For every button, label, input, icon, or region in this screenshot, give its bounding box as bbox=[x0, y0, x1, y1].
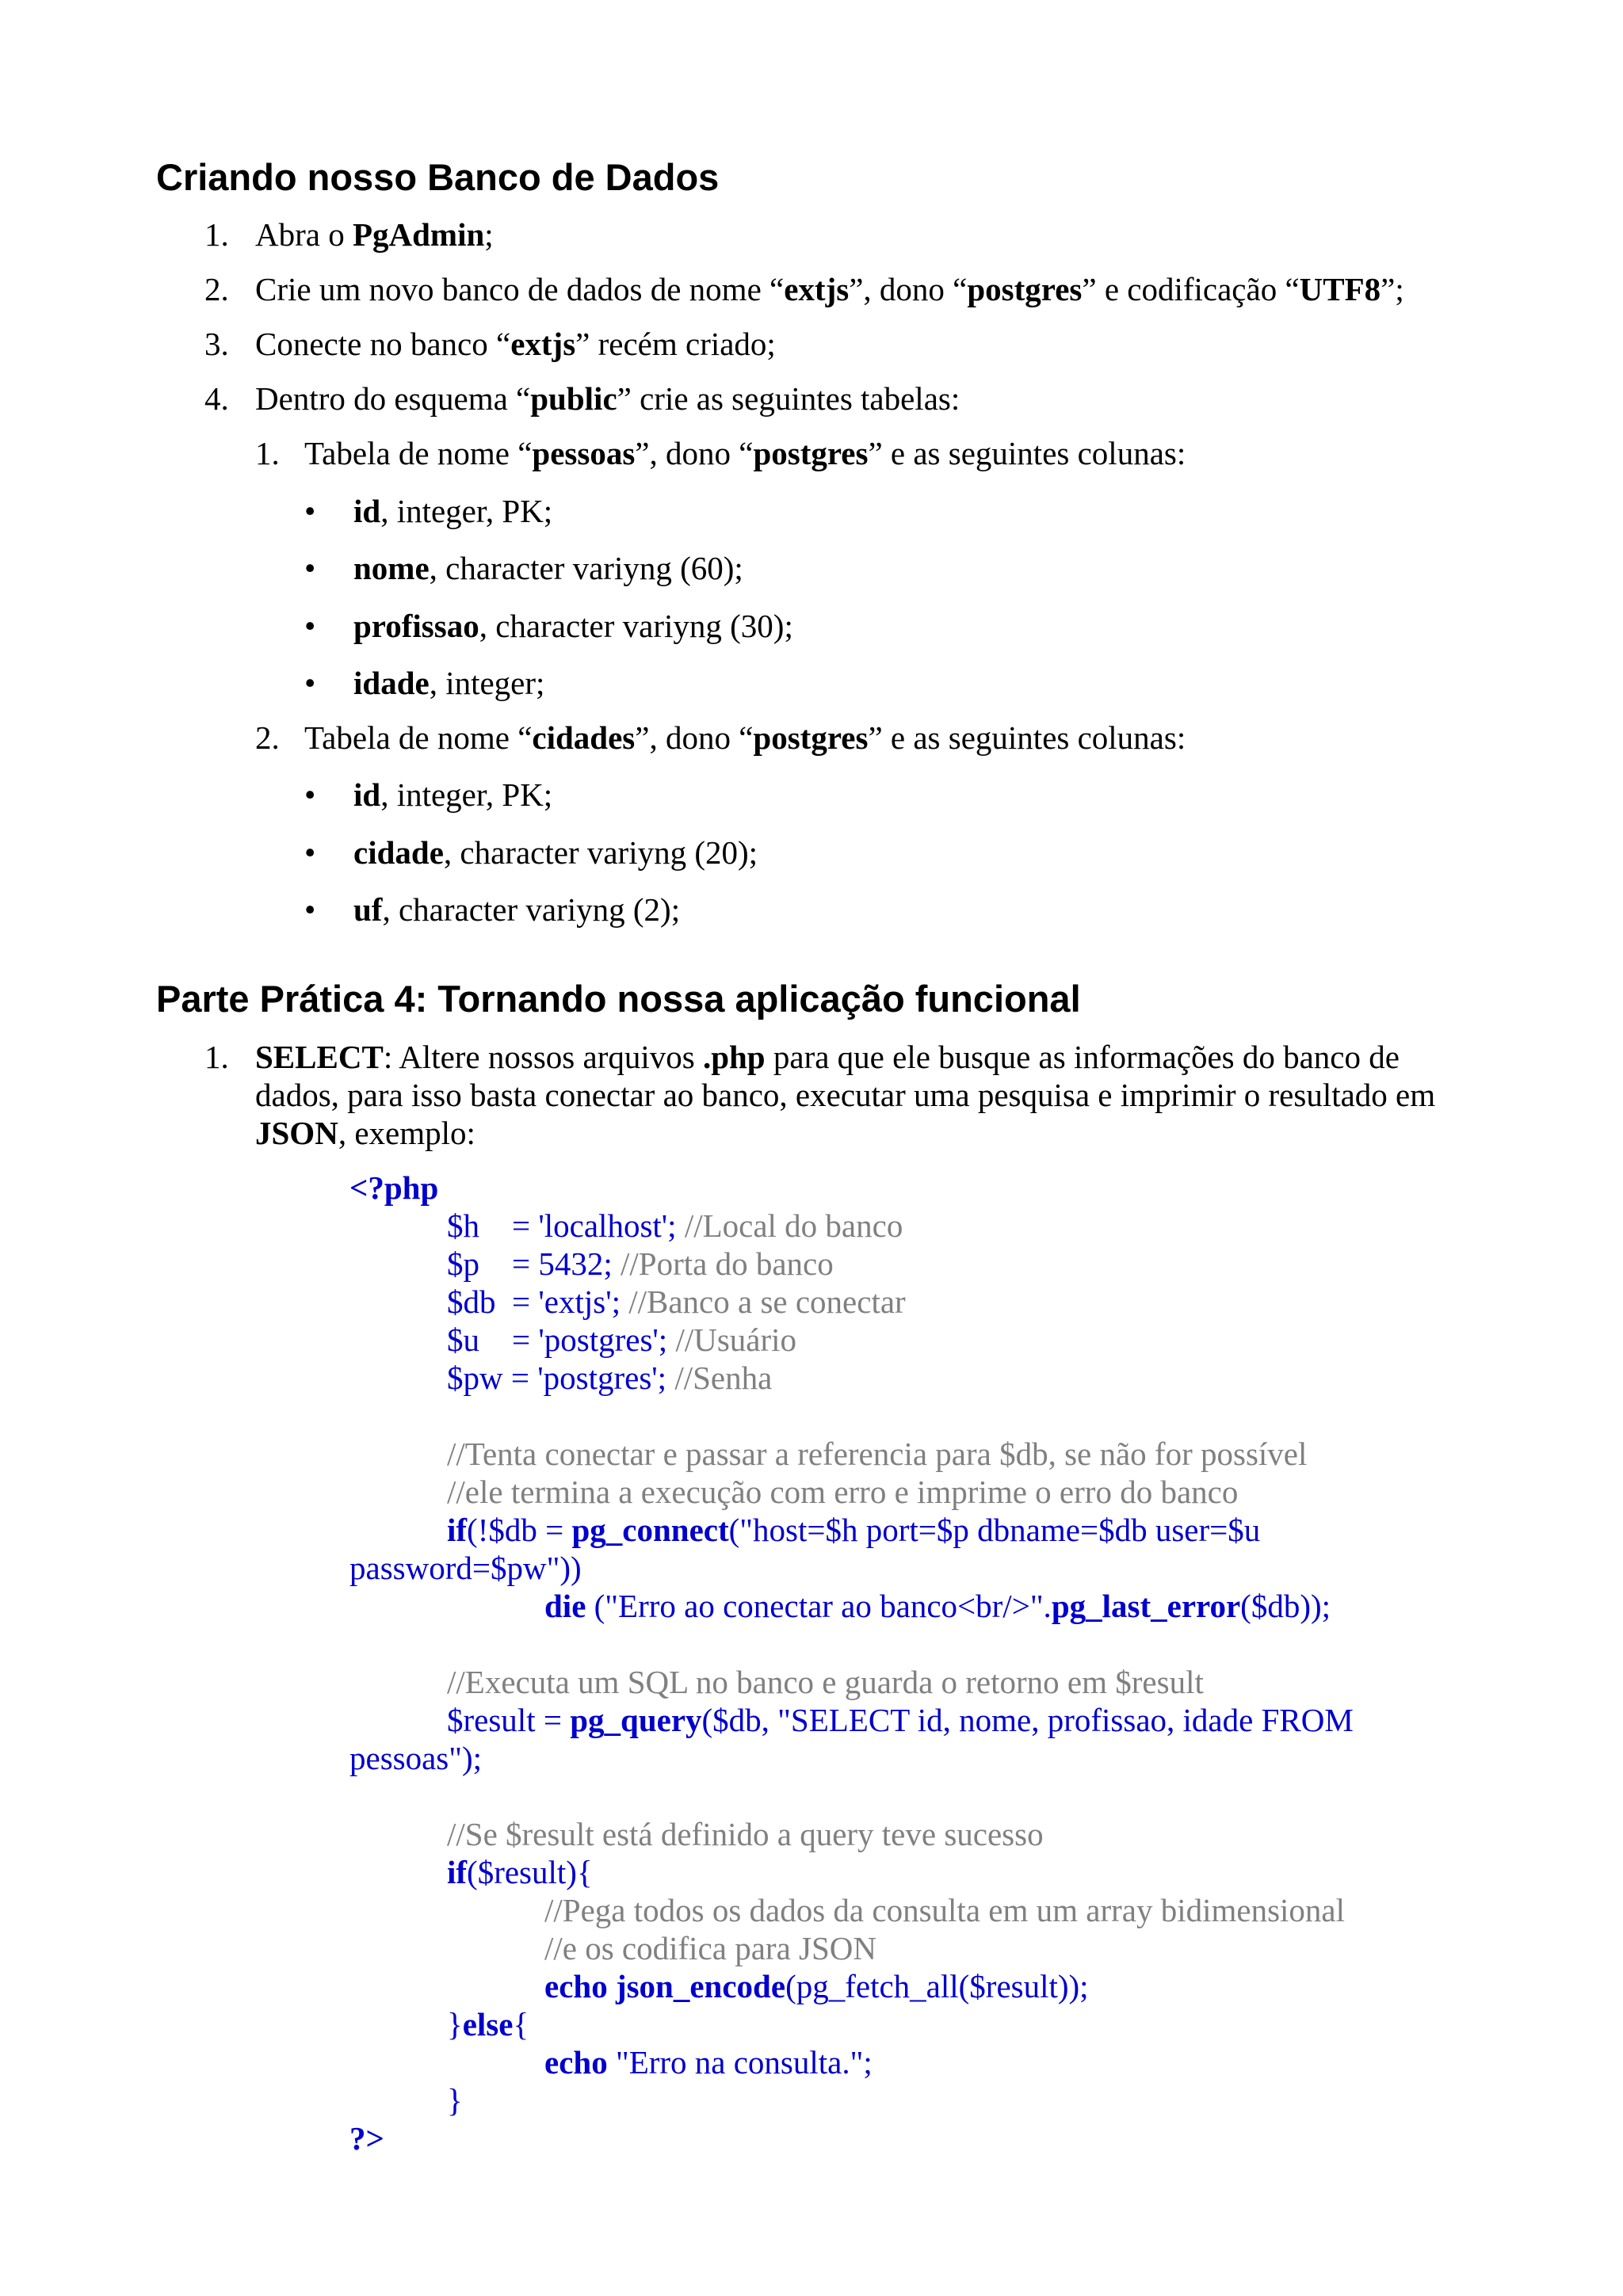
code-line-connect: if(!$db = pg_connect("host=$h port=$p dbname=$db user=$u bbox=[447, 1512, 1261, 1548]
list-number: 4. bbox=[204, 380, 229, 417]
code-line-close-brace: } bbox=[447, 2082, 463, 2119]
code-line-dbname: $db = 'extjs'; //Banco a se conectar bbox=[447, 1283, 906, 1320]
code-line-host: $h = 'localhost'; //Local do banco bbox=[447, 1207, 903, 1244]
list-item-select-line2: dados, para isso basta conectar ao banco, executar uma pesquisa e imprimir o resultado em bbox=[255, 1077, 1436, 1113]
code-php-close: ?> bbox=[349, 2120, 384, 2157]
code-line-password: $pw = 'postgres'; //Senha bbox=[447, 1360, 773, 1396]
code-line-query: $result = pg_query($db, "SELECT id, nome, profissao, idade FROM bbox=[447, 1702, 1354, 1738]
column-item: uf, character variyng (2); bbox=[353, 891, 681, 928]
sublist-number: 1. bbox=[255, 435, 280, 471]
code-line-echo-error: echo "Erro na consulta."; bbox=[544, 2044, 873, 2081]
code-line-query-cont: pessoas"); bbox=[349, 1740, 483, 1776]
column-item: cidade, character variyng (20); bbox=[353, 834, 758, 871]
list-number: 1. bbox=[204, 1039, 229, 1075]
bullet: • bbox=[304, 550, 316, 586]
sublist-number: 2. bbox=[255, 719, 280, 756]
column-item: nome, character variyng (60); bbox=[353, 550, 743, 586]
list-item-create-tables: Dentro do esquema “public” crie as seguintes tabelas: bbox=[255, 380, 960, 417]
code-line-echo-json: echo json_encode(pg_fetch_all($result)); bbox=[544, 1968, 1089, 2004]
code-comment: //e os codifica para JSON bbox=[544, 1930, 876, 1966]
code-line-else: }else{ bbox=[447, 2006, 529, 2042]
code-comment: //Se $result está definido a query teve sucesso bbox=[447, 1816, 1044, 1852]
list-item-select-line3: JSON, exemplo: bbox=[255, 1115, 475, 1151]
bullet: • bbox=[304, 776, 316, 813]
list-item-open-pgadmin: Abra o PgAdmin; bbox=[255, 216, 494, 253]
section-heading-database: Criando nosso Banco de Dados bbox=[156, 156, 720, 198]
sublist-item-table-pessoas: Tabela de nome “pessoas”, dono “postgres” e as seguintes colunas: bbox=[304, 435, 1186, 471]
code-comment: //Pega todos os dados da consulta em um array bidimensional bbox=[544, 1892, 1346, 1928]
list-number: 3. bbox=[204, 326, 229, 362]
code-comment: //Executa um SQL no banco e guarda o retorno em $result bbox=[447, 1664, 1204, 1700]
sublist-item-table-cidades: Tabela de nome “cidades”, dono “postgres” e as seguintes colunas: bbox=[304, 719, 1186, 756]
code-line-connect-cont: password=$pw")) bbox=[349, 1550, 582, 1586]
code-line-die: die ("Erro ao conectar ao banco<br/>".pg_last_error($db)); bbox=[544, 1588, 1331, 1624]
section-heading-practice: Parte Prática 4: Tornando nossa aplicação funcional bbox=[156, 978, 1081, 1020]
list-item-select-line1: SELECT: Altere nossos arquivos .php para que ele busque as informações do banco de bbox=[255, 1039, 1400, 1075]
list-number: 2. bbox=[204, 271, 229, 307]
list-number: 1. bbox=[204, 216, 229, 253]
bullet: • bbox=[304, 891, 316, 928]
code-php-open: <?php bbox=[349, 1169, 439, 1206]
code-comment: //ele termina a execução com erro e imprime o erro do banco bbox=[447, 1474, 1239, 1510]
bullet: • bbox=[304, 493, 316, 529]
code-line-port: $p = 5432; //Porta do banco bbox=[447, 1245, 834, 1282]
bullet: • bbox=[304, 665, 316, 701]
column-item: id, integer, PK; bbox=[353, 493, 553, 529]
bullet: • bbox=[304, 608, 316, 644]
bullet: • bbox=[304, 834, 316, 871]
column-item: profissao, character variyng (30); bbox=[353, 608, 793, 644]
list-item-connect-database: Conecte no banco “extjs” recém criado; bbox=[255, 326, 776, 362]
column-item: idade, integer; bbox=[353, 665, 545, 701]
code-comment: //Tenta conectar e passar a referencia para $db, se não for possível bbox=[447, 1436, 1308, 1472]
column-item: id, integer, PK; bbox=[353, 776, 553, 813]
list-item-create-database: Crie um novo banco de dados de nome “extjs”, dono “postgres” e codificação “UTF8”; bbox=[255, 271, 1404, 307]
code-line-user: $u = 'postgres'; //Usuário bbox=[447, 1322, 797, 1358]
code-line-if-result: if($result){ bbox=[447, 1854, 593, 1890]
